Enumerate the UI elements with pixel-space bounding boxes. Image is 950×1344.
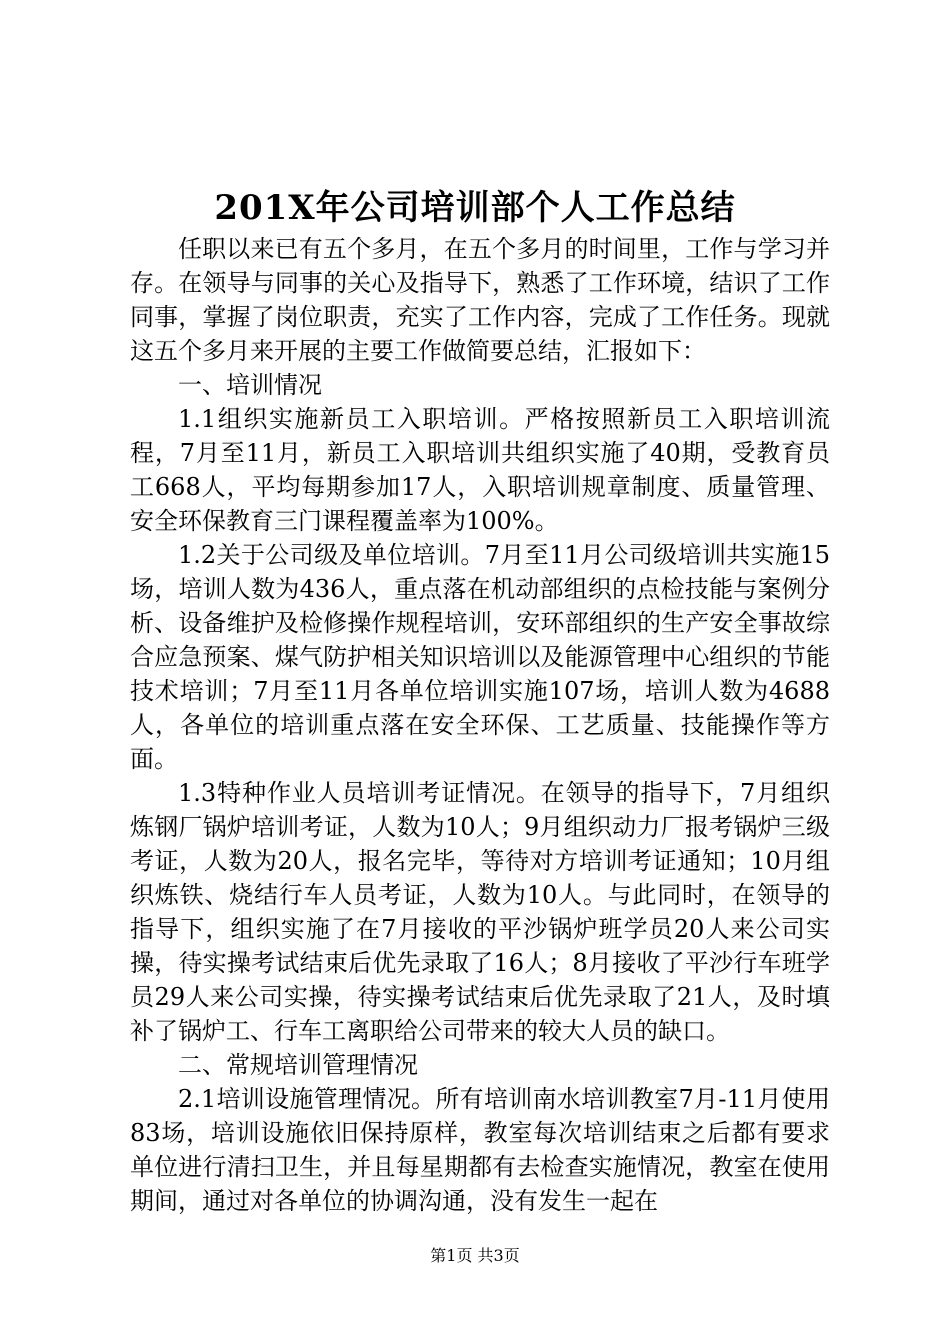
- paragraph-2-1: 2.1培训设施管理情况。所有培训南水培训教室7月-11月使用83场，培训设施依旧保持原样，教室每次培训结束之后都有要求单位进行清扫卫生，并且每星期都有去检查实施情况，教室在使用期间，通过对各单位的协调沟通，没有发生一起在: [130, 1085, 830, 1215]
- paragraph-intro: 任职以来已有五个多月，在五个多月的时间里，工作与学习并存。在领导与同事的关心及指导下，熟悉了工作环境，结识了工作同事，掌握了岗位职责，充实了工作内容，完成了工作任务。现就这五个多月来开展的主要工作做简要总结，汇报如下：: [130, 235, 830, 365]
- paragraph-1-2: 1.2关于公司级及单位培训。7月至11月公司级培训共实施15场，培训人数为436人，重点落在机动部组织的点检技能与案例分析、设备维护及检修操作规程培训，安环部组织的生产安全事故综合应急预案、煤气防护相关知识培训以及能源管理中心组织的节能技术培训；7月至11月各单位培训实施107场，培训人数为4688人，各单位的培训重点落在安全环保、工艺质量、技能操作等方面。: [130, 541, 830, 773]
- paragraph-1-1: 1.1组织实施新员工入职培训。严格按照新员工入职培训流程，7月至11月，新员工入职培训共组织实施了40期，受教育员工668人，平均每期参加17人，入职培训规章制度、质量管理、安全环保教育三门课程覆盖率为100%。: [130, 405, 830, 535]
- paragraph-1-3: 1.3特种作业人员培训考证情况。在领导的指导下，7月组织炼钢厂锅炉培训考证，人数为10人；9月组织动力厂报考锅炉三级考证，人数为20人，报名完毕，等待对方培训考证通知；10月组织炼铁、烧结行车人员考证，人数为10人。与此同时，在领导的指导下，组织实施了在7月接收的平沙锅炉班学员20人来公司实操，待实操考试结束后优先录取了16人；8月接收了平沙行车班学员29人来公司实操，待实操考试结束后优先录取了21人，及时填补了锅炉工、行车工离职给公司带来的较大人员的缺口。: [130, 779, 830, 1045]
- document-title: 201X年公司培训部个人工作总结: [214, 188, 736, 228]
- section-heading-routine: 二、常规培训管理情况: [178, 1051, 418, 1079]
- section-heading-training: 一、培训情况: [178, 371, 322, 399]
- page-number-footer: 第1页 共3页: [430, 1246, 520, 1265]
- document-body: [130, 232, 830, 1218]
